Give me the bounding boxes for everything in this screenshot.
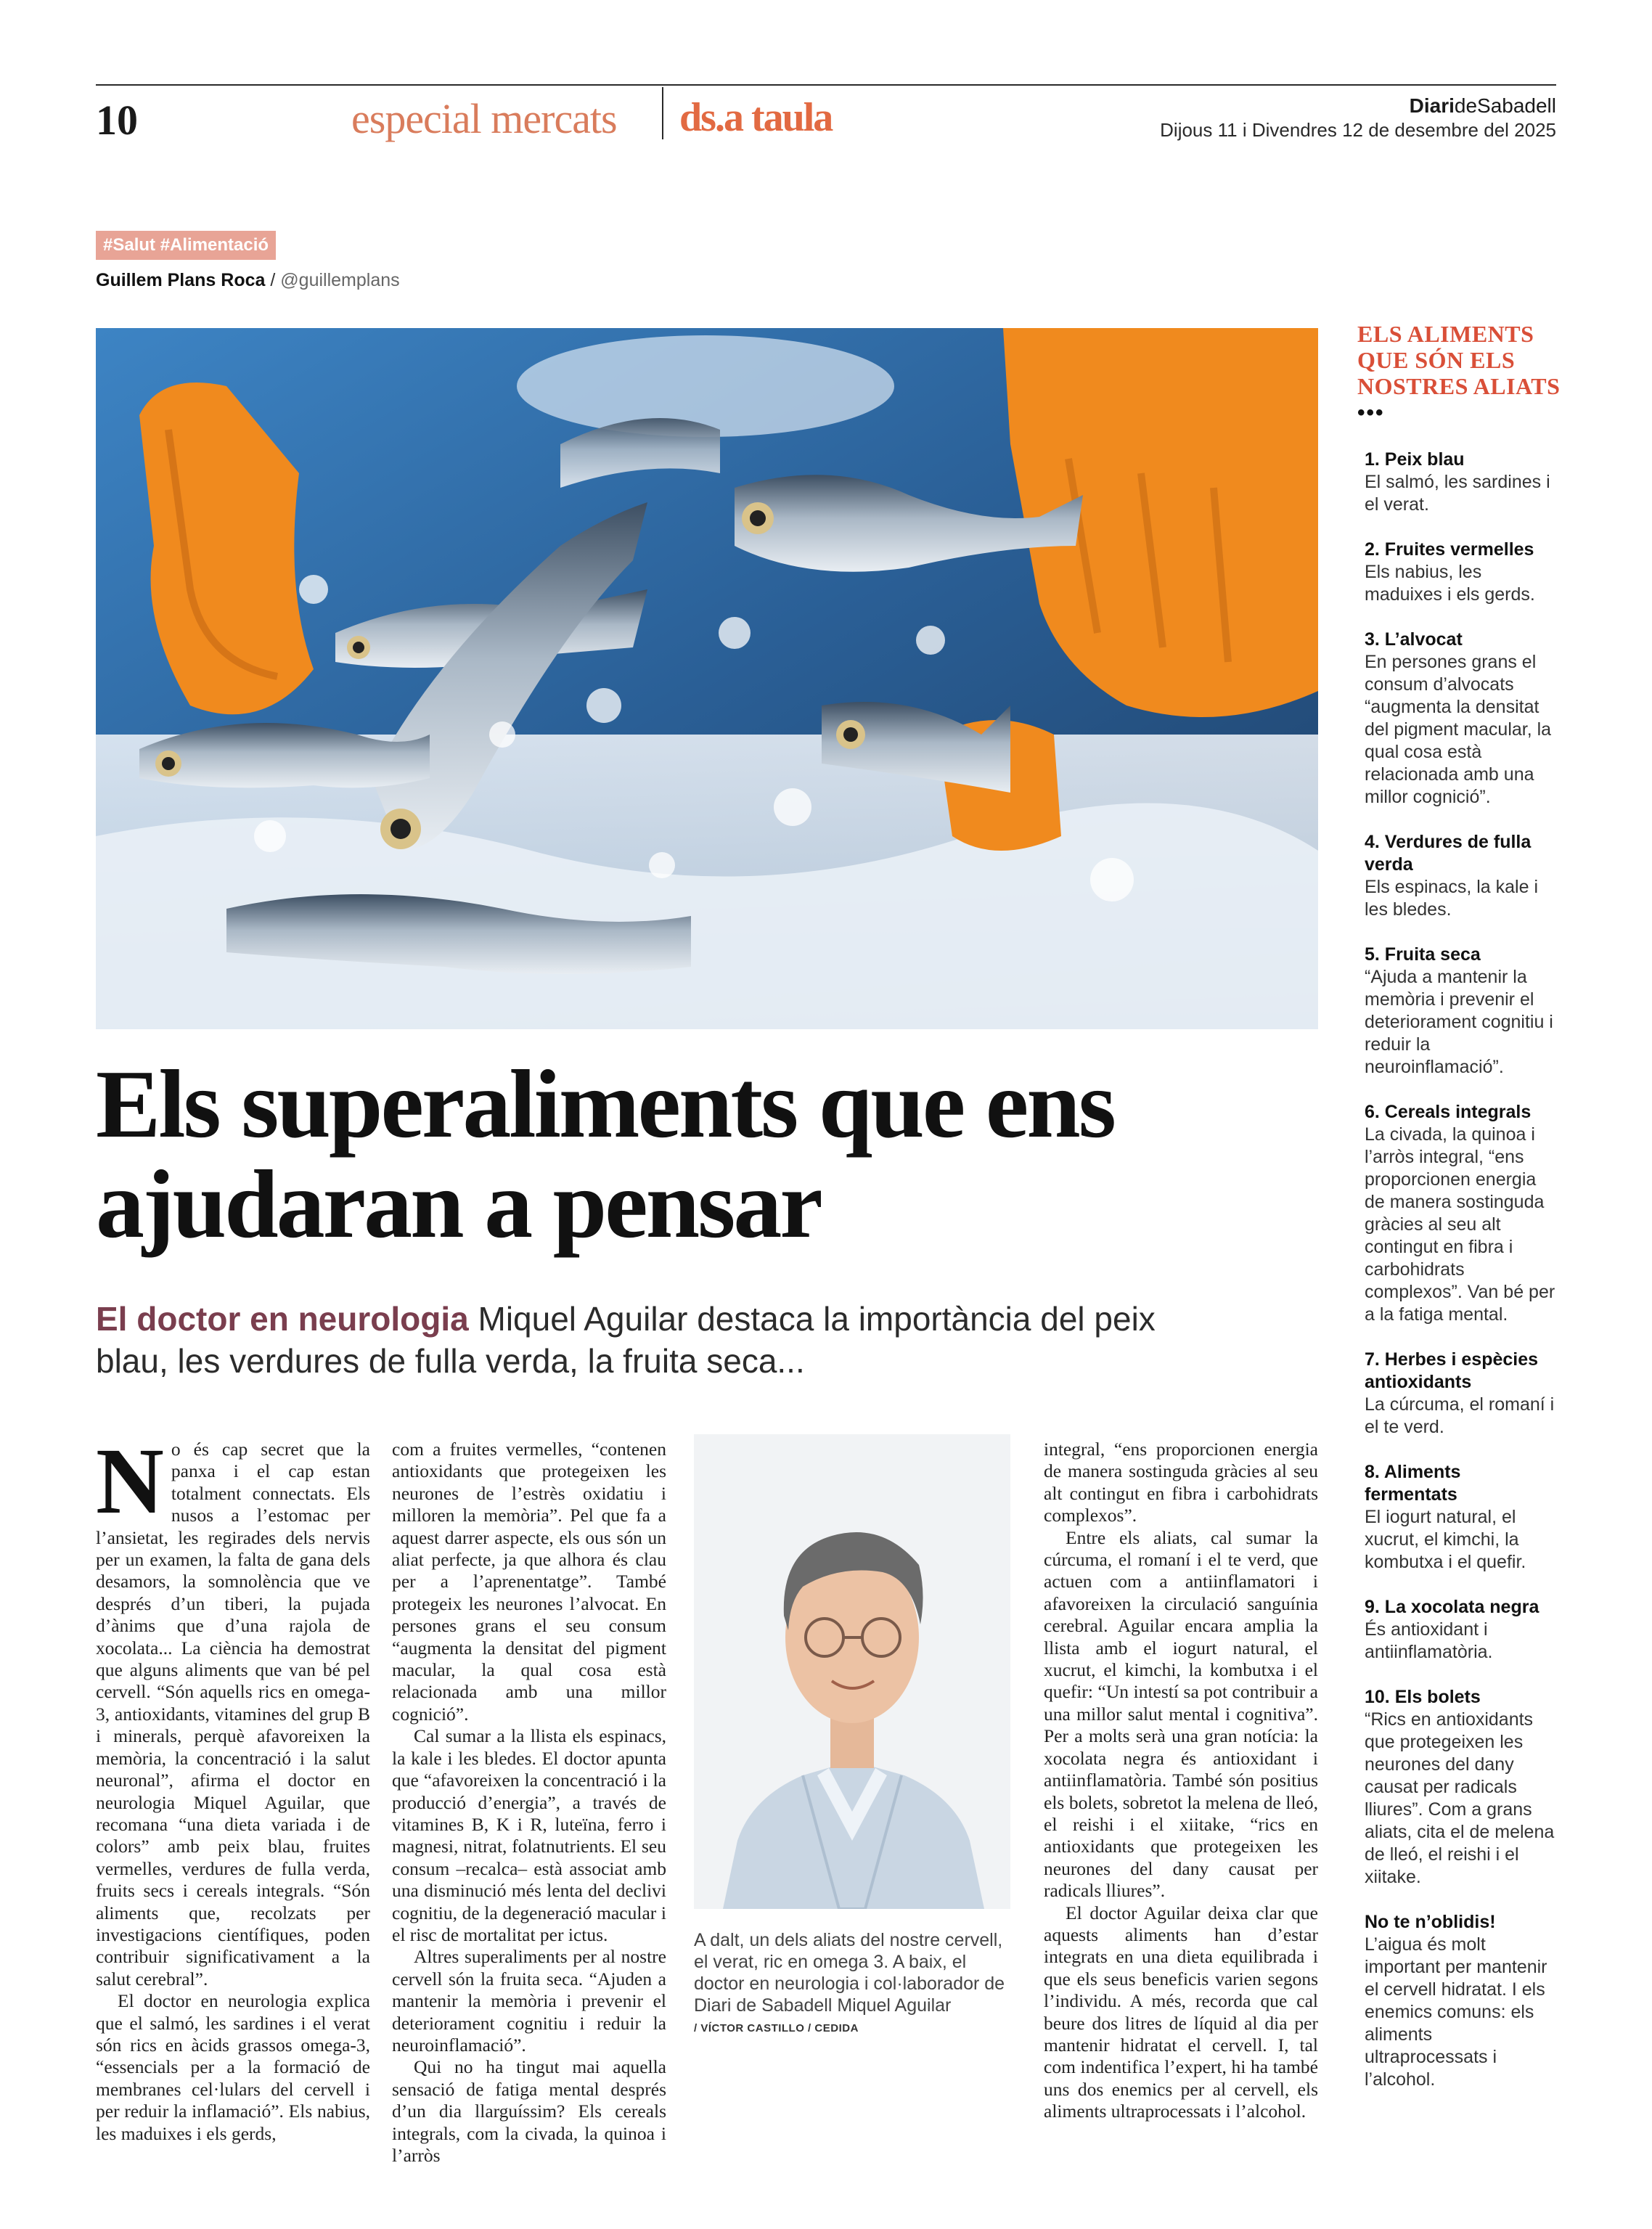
- sidebar-item-text: El iogurt natural, el xucrut, el kimchi, la kombutxa i el quefir.: [1365, 1507, 1526, 1572]
- sidebar-item-text: “Ajuda a mantenir la memòria i prevenir el deteriorament cognitiu i reduir la neuroinflamació”.: [1365, 967, 1553, 1077]
- sidebar-item-text: La civada, la quinoa i l’arròs integral, “ens proporcionen energia de manera sostinguda gràcies al seu alt contingut en fibra i carbohidrats complexos”. Van bé per a la fatiga mental.: [1365, 1124, 1555, 1325]
- sidebar-item: [1365, 831, 1558, 921]
- sidebar-item: [1365, 1461, 1558, 1574]
- paragraph: Entre els aliats, cal sumar la cúrcuma, el romaní i el te verd, que actuen com a antiinflamatori i afavoreixen la circulació sanguínia cerebral. Aguilar encara amplia la llista amb el iogurt natural, el xucrut, el kimchi, la kombutxa i el quefir: “Un intestí sa pot contribuir a una millor salut mental i cognitiva”. Per a molts serà una gran notícia: la xocolata negra és antioxidant i antiinflamatòria. També són positius els bolets, sobretot la melena de lleó, el reishi i el xiitake, “rics en antioxidants que protegeixen les neurones del dany causat per radicals lliures”.: [1044, 1526, 1318, 1902]
- sidebar-item-title: 7. Herbes i espècies antioxidants: [1365, 1349, 1539, 1392]
- section-title: especial mercats: [351, 95, 617, 142]
- author-handle: @guillemplans: [280, 270, 400, 290]
- tags-badge: #Salut #Alimentació: [96, 231, 276, 260]
- supplement-title: ds.a taula: [679, 95, 833, 140]
- photo-caption: A dalt, un dels aliats del nostre cervell, el verat, ric en omega 3. A baix, el doctor en neurologia i col·laborador de Diari de Sabadell Miquel Aguilar: [694, 1930, 1005, 2016]
- sidebar-item-title: 8. Aliments fermentats: [1365, 1462, 1461, 1505]
- sidebar-item: [1365, 1686, 1558, 1889]
- headline: Els superaliments que ens ajudaran a pensar: [96, 1050, 1114, 1258]
- sidebar-item-text: Els espinacs, la kale i les bledes.: [1365, 877, 1539, 920]
- newspaper-name-bold: Diari: [1409, 94, 1455, 117]
- newspaper-name: [1410, 94, 1556, 118]
- sidebar-item-text: “Rics en antioxidants que protegeixen les neurones del dany causat per radicals lliures”. Com a grans aliats, cita el de melena de lleó, el reishi i el xiitake.: [1365, 1709, 1555, 1887]
- issue-date: Dijous 11 i Divendres 12 de desembre del 2025: [1160, 119, 1556, 141]
- page-number: 10: [96, 97, 138, 144]
- sidebar-item: [1365, 449, 1558, 516]
- sidebar-item-text: Els nabius, les maduixes i els gerds.: [1365, 562, 1535, 605]
- sidebar-item-text: En persones grans el consum d’alvocats “augmenta la densitat del pigment macular, la qual cosa està relacionada amb una millor cognició”.: [1365, 652, 1552, 807]
- sidebar-item-title: 6. Cereals integrals: [1365, 1102, 1532, 1122]
- fish-photo: [96, 328, 1318, 1029]
- newspaper-name-rest: deSabadell: [1454, 94, 1556, 117]
- portrait-photo: [694, 1434, 1010, 1909]
- sidebar-item: [1365, 1596, 1558, 1664]
- sidebar-list: [1365, 449, 1558, 2091]
- deck-rest: Miquel Aguilar destaca la importància del peix blau, les verdures de fulla verda, la fruita seca...: [96, 1300, 1156, 1380]
- fish-photo-illustration: [96, 328, 1318, 1029]
- sidebar-reminder-bold: No te n’oblidis!: [1365, 1912, 1496, 1932]
- header-separator: [662, 87, 663, 139]
- paragraph-text: o és cap secret que la panxa i el cap estan totalment connectats. Els nusos a l’estomac per l’ansietat, les regirades dels nervis per un examen, la falta de gana dels desamors, la somnolència que ve després d’un tiberi, la pujada d’ànims que d’una rajola de xocolata... La ciència ha demostrat que alguns aliments que van bé pel cervell. “Són aquells rics en omega-3, antioxidants, vitamines del grup B i minerals, perquè afavoreixen la memòria, la concentració i la salut neuronal”, afirma el doctor en neurologia Miquel Aguilar, que recomana “una dieta variada i de colors” amb peix blau, fruites vermelles, verdures de fulla verda, fruits secs i cereals integrals. “Són aliments que, recolzats per investigacions científiques, poden contribuir significativament a la salut cerebral”.: [96, 1439, 370, 1989]
- deck: [96, 1298, 1228, 1382]
- portrait-illustration: [694, 1434, 1010, 1909]
- sidebar-item-title: 4. Verdures de fulla verda: [1365, 832, 1532, 875]
- sidebar-item-text: És antioxidant i antiinflamatòria.: [1365, 1619, 1493, 1662]
- sidebar-title: ELS ALIMENTS QUE SÓN ELS NOSTRES ALIATS: [1357, 321, 1561, 399]
- paragraph: El doctor Aguilar deixa clar que aquests aliments han d’estar integrats en una dieta equilibrada i que els seus beneficis varien segons l’individu. A més, recorda que cal beure dos litres de líquid al dia per mantenir hidratat el cervell. I, tal com indentifica l’expert, hi ha també uns dos enemics per al cervell, els aliments ultraprocessats i l’alcohol.: [1044, 1902, 1318, 2122]
- paragraph: com a fruites vermelles, “contenen antioxidants que protegeixen les neurones de l’estrès oxidatiu i milloren la memòria”. Pel que fa a aquest darrer aspecte, els ous són un aliat perfecte, ja que alhora és clau per a l’aprenentatge”. També protegeix les neurones l’alvocat. En persones grans el seu consum “augmenta la densitat del pigment macular, la qual cosa està relacionada amb una millor cognició”.: [392, 1439, 666, 1725]
- sidebar-item: [1365, 944, 1558, 1079]
- sidebar-item-text: El salmó, les sardines i el verat.: [1365, 472, 1550, 515]
- body-column-2: [392, 1439, 666, 2167]
- sidebar-item: [1365, 539, 1558, 606]
- author-name: Guillem Plans Roca: [96, 270, 266, 290]
- paragraph: [96, 1429, 370, 1990]
- sidebar-reminder-text: L’aigua és molt important per mantenir el cervell hidratat. I els enemics comuns: els aliments ultraprocessats i l’alcohol.: [1365, 1934, 1547, 2090]
- sidebar-item-title: 2. Fruites vermelles: [1365, 539, 1534, 560]
- body-column-3: [1044, 1439, 1318, 2123]
- paragraph: Altres superaliments per al nostre cervell són la fruita seca. “Ajuden a mantenir la memòria i prevenir el deteriorament cognitiu i reduir la neuroinflamació”.: [392, 1946, 666, 2056]
- sidebar-item-title: 5. Fruita seca: [1365, 944, 1481, 965]
- photo-credit: / VÍCTOR CASTILLO / CEDIDA: [694, 2022, 859, 2034]
- sidebar-item-title: 10. Els bolets: [1365, 1687, 1481, 1707]
- byline: [96, 270, 400, 291]
- sidebar-item-text: La cúrcuma, el romaní i el te verd.: [1365, 1394, 1555, 1437]
- sidebar-item: [1365, 629, 1558, 809]
- header-rule: [96, 84, 1556, 86]
- drop-cap: N: [96, 1429, 164, 1534]
- sidebar-item: [1365, 1349, 1558, 1439]
- paragraph: El doctor en neurologia explica que el salmó, les sardines i el verat són rics en àcids grassos omega-3, “essencials per a la formació de membranes cel·lulars del cervell i per reduir la inflamació”. Els nabius, les maduixes i els gerds,: [96, 1990, 370, 2144]
- sidebar-item-title: 1. Peix blau: [1365, 449, 1465, 470]
- paragraph: Qui no ha tingut mai aquella sensació de fatiga mental després d’un dia llarguíssim? Els cereals integrals, com la civada, la quinoa i l’arròs: [392, 2056, 666, 2166]
- deck-lead: El doctor en neurologia: [96, 1300, 469, 1338]
- sidebar-item-title: 3. L’alvocat: [1365, 629, 1463, 650]
- sidebar-dots: •••: [1357, 401, 1385, 425]
- sidebar-item: [1365, 1101, 1558, 1326]
- body-column-1: [96, 1429, 370, 2145]
- paragraph: Cal sumar a la llista els espinacs, la kale i les bledes. El doctor apunta que “afavoreixen la concentració i la producció d’energia”, a través de vitamines B, K i R, luteïna, ferro i magnesi, nitrat, folatnutrients. El seu consum –recalca– està associat amb una disminució més lenta del declivi cognitiu, de la degeneració macular i el risc de mortalitat per ictus.: [392, 1725, 666, 1945]
- sidebar-reminder: [1365, 1911, 1558, 2091]
- paragraph: integral, “ens proporcionen energia de manera sostinguda gràcies al seu alt contingut en fibra i carbohidrats complexos”.: [1044, 1439, 1318, 1526]
- byline-separator: /: [270, 270, 276, 290]
- sidebar-item-title: 9. La xocolata negra: [1365, 1597, 1539, 1617]
